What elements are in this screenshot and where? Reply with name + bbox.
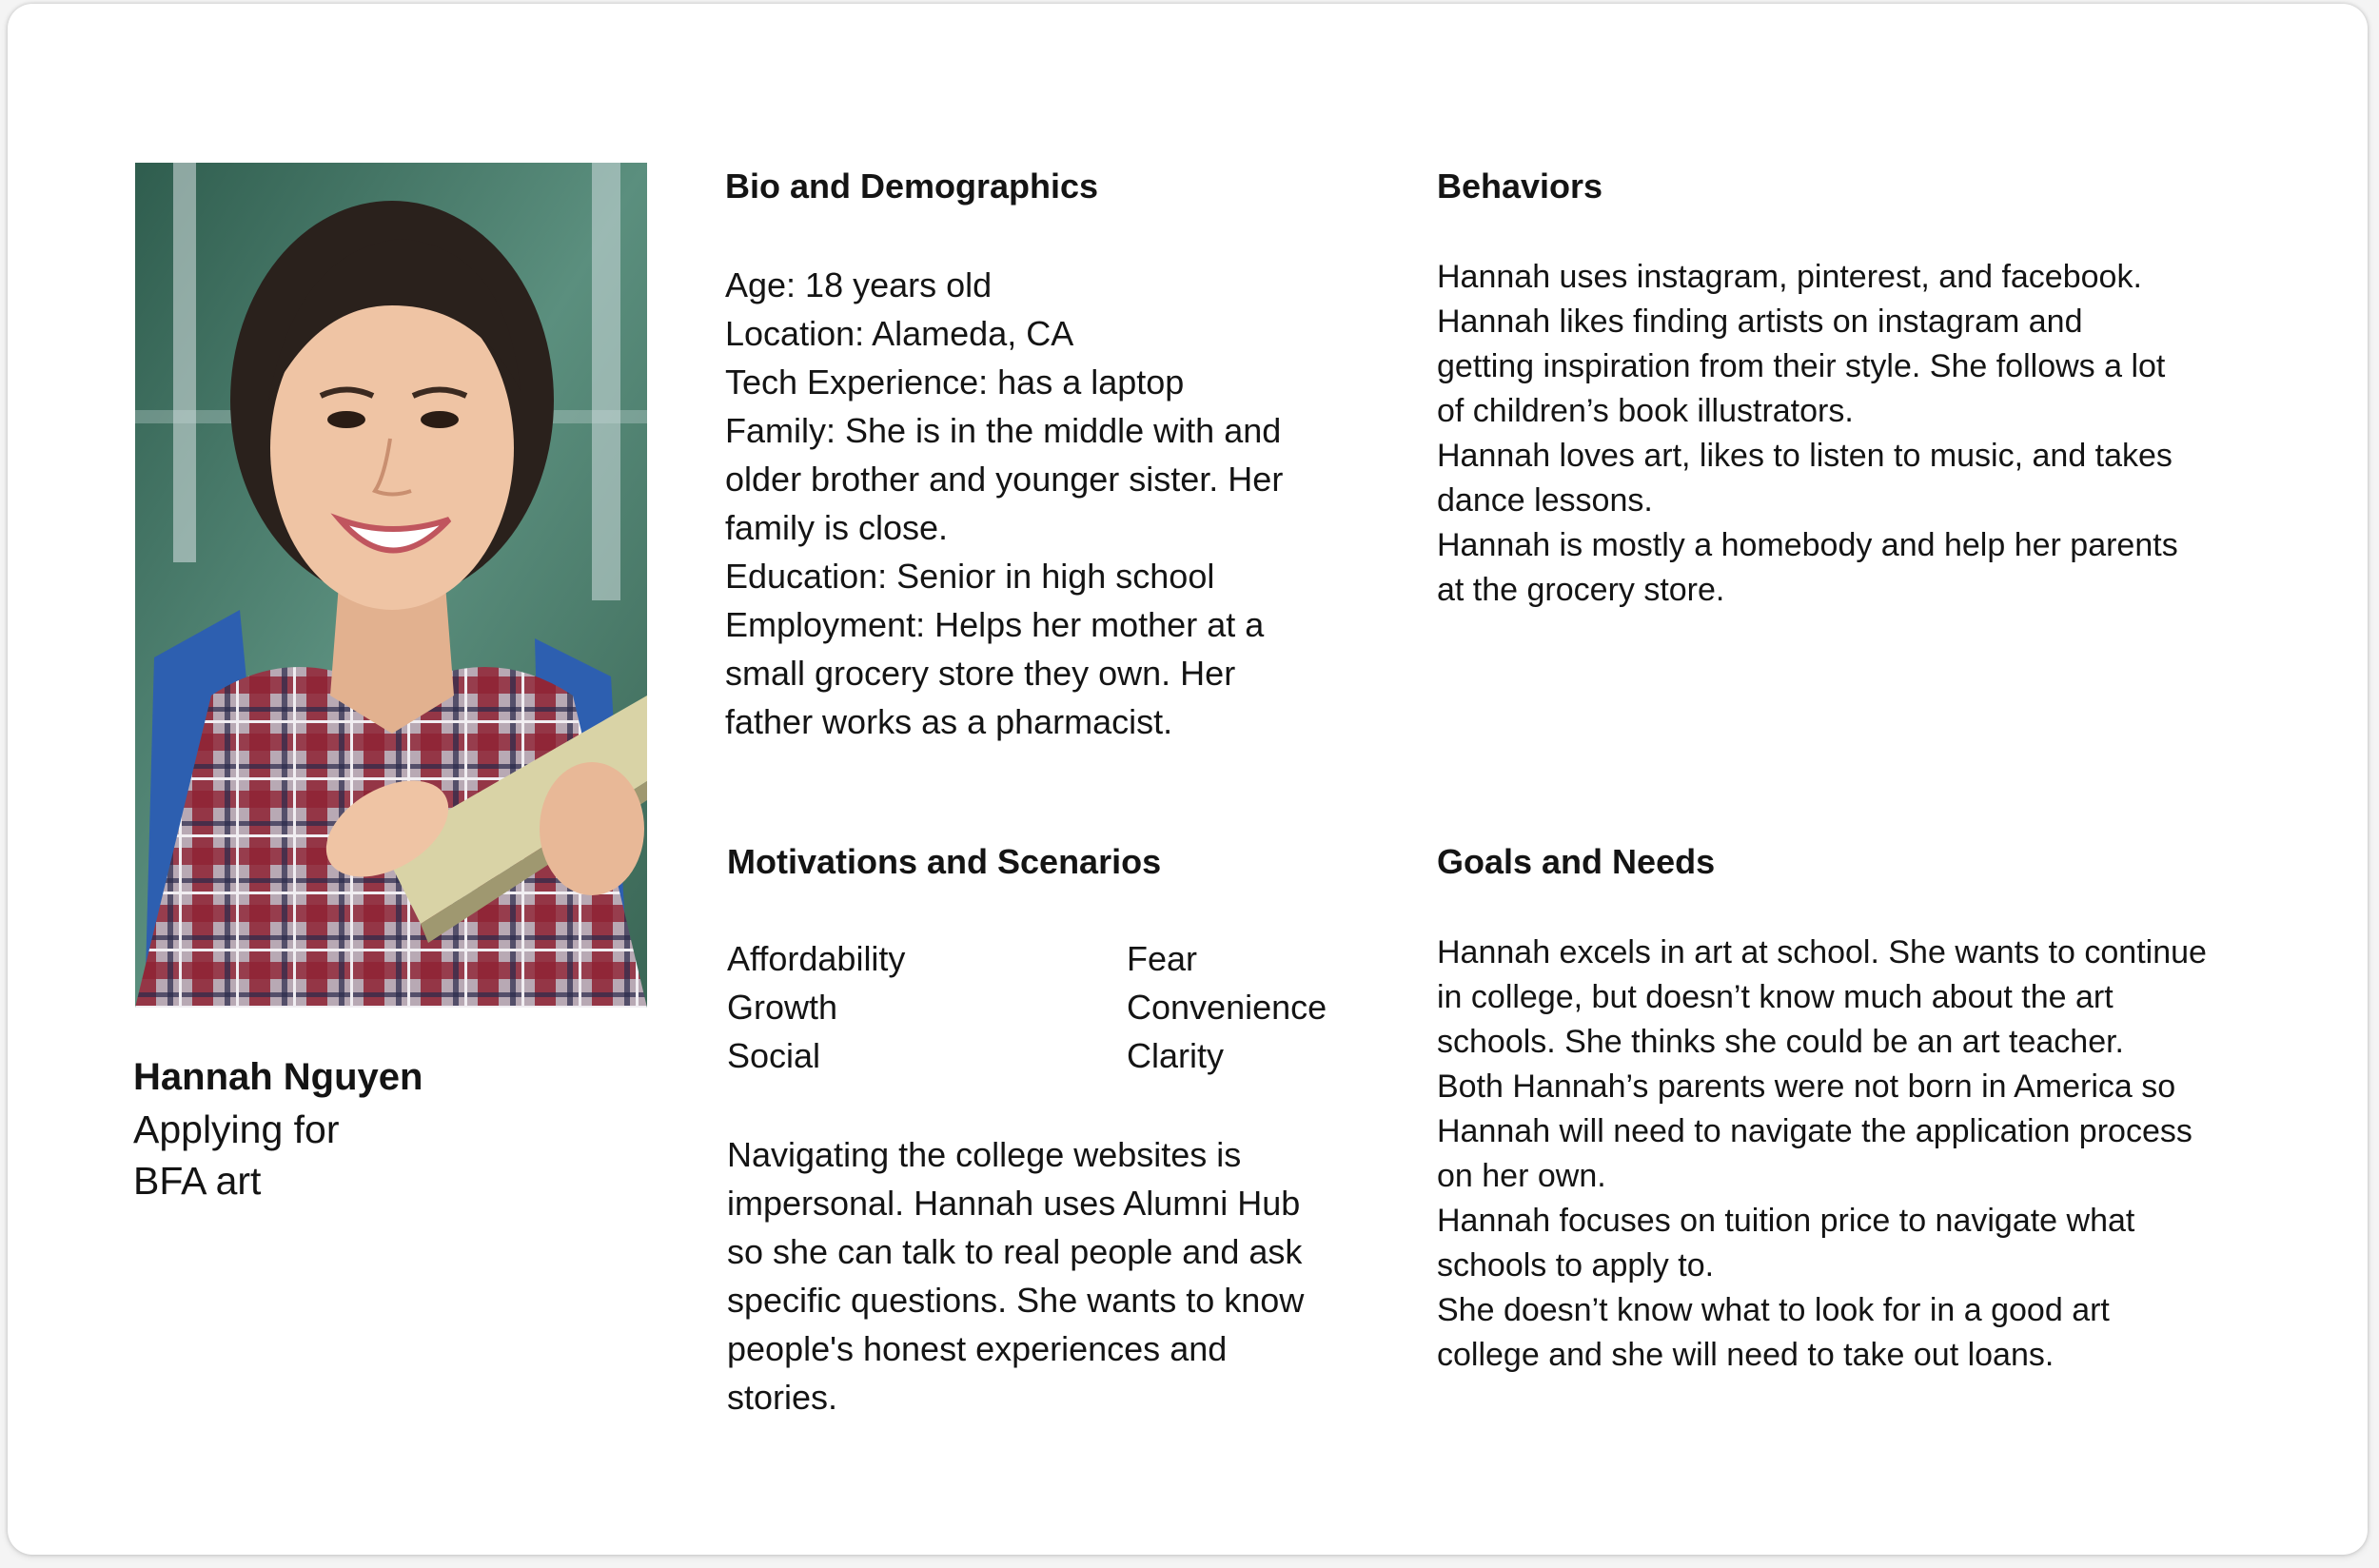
behaviors-line: at the grocery store. <box>1437 572 1725 608</box>
bio-line: Tech Experience: has a laptop <box>725 363 1185 402</box>
behaviors-line: dance lessons. <box>1437 482 1653 519</box>
bio-line: small grocery store they own. Her <box>725 654 1236 693</box>
bio-line: Age: 18 years old <box>725 265 993 304</box>
goals-line: college and she will need to take out loans. <box>1437 1337 2055 1373</box>
persona-photo <box>135 163 647 1008</box>
motivations-scenario <box>727 1130 1304 1421</box>
bio-line: family is close. <box>725 508 949 547</box>
persona-subtitle-line: BFA art <box>133 1159 262 1203</box>
scenario-line: people's honest experiences and <box>727 1329 1228 1368</box>
goals-line: Hannah excels in art at school. She wants to continue <box>1437 934 2207 970</box>
persona-identity <box>133 1050 666 1206</box>
goals-line: Both Hannah’s parents were not born in America so <box>1437 1068 2176 1105</box>
motivation-keyword: Fear <box>1127 939 1198 978</box>
motivation-keyword: Convenience <box>1127 988 1327 1027</box>
goals-line: She doesn’t know what to look for in a good art <box>1437 1292 2110 1328</box>
goals-title: Goals and Needs <box>1437 842 1716 881</box>
bio-line: Family: She is in the middle with and <box>725 411 1282 450</box>
motivation-keyword: Clarity <box>1127 1036 1225 1075</box>
bio-line: father works as a pharmacist. <box>725 702 1173 741</box>
behaviors-line: Hannah loves art, likes to listen to music, and takes <box>1437 438 2173 474</box>
bio-line: Location: Alameda, CA <box>725 314 1074 353</box>
goals-body <box>1437 931 2207 1378</box>
scenario-line: stories. <box>727 1378 838 1417</box>
behaviors-line: Hannah uses instagram, pinterest, and facebook. <box>1437 259 2142 295</box>
motivations-title: Motivations and Scenarios <box>727 842 1162 881</box>
persona-subtitle-line: Applying for <box>133 1107 340 1151</box>
goals-line: schools to apply to. <box>1437 1247 1715 1284</box>
bio-body <box>725 261 1283 746</box>
behaviors-title: Behaviors <box>1437 167 1603 206</box>
motivation-keyword: Growth <box>727 988 838 1027</box>
bio-line: older brother and younger sister. Her <box>725 460 1284 499</box>
behaviors-body <box>1437 255 2178 613</box>
persona-card <box>8 4 2368 1555</box>
goals-line: Hannah will need to navigate the application process <box>1437 1113 2192 1149</box>
scenario-line: impersonal. Hannah uses Alumni Hub <box>727 1184 1301 1223</box>
portrait-image <box>135 163 647 1008</box>
behaviors-line: Hannah likes finding artists on instagram and <box>1437 304 2083 340</box>
bio-line: Employment: Helps her mother at a <box>725 605 1265 644</box>
motivations-left-column <box>727 934 905 1080</box>
goals-line: Hannah focuses on tuition price to navigate what <box>1437 1203 2135 1239</box>
bio-line: Education: Senior in high school <box>725 557 1215 596</box>
scenario-line: specific questions. She wants to know <box>727 1281 1305 1320</box>
motivations-right-column <box>1127 934 1327 1080</box>
goals-line: schools. She thinks she could be an art teacher. <box>1437 1024 2125 1060</box>
behaviors-line: getting inspiration from their style. She follows a lot <box>1437 348 2166 384</box>
persona-name: Hannah Nguyen <box>133 1056 423 1098</box>
scenario-line: so she can talk to real people and ask <box>727 1232 1303 1271</box>
scenario-line: Navigating the college websites is <box>727 1135 1242 1174</box>
motivation-keyword: Affordability <box>727 939 906 978</box>
goals-line: on her own. <box>1437 1158 1606 1194</box>
behaviors-line: of children’s book illustrators. <box>1437 393 1854 429</box>
behaviors-line: Hannah is mostly a homebody and help her parents <box>1437 527 2178 563</box>
goals-line: in college, but doesn’t know much about the art <box>1437 979 2114 1015</box>
motivation-keyword: Social <box>727 1036 821 1075</box>
bio-title: Bio and Demographics <box>725 167 1099 206</box>
